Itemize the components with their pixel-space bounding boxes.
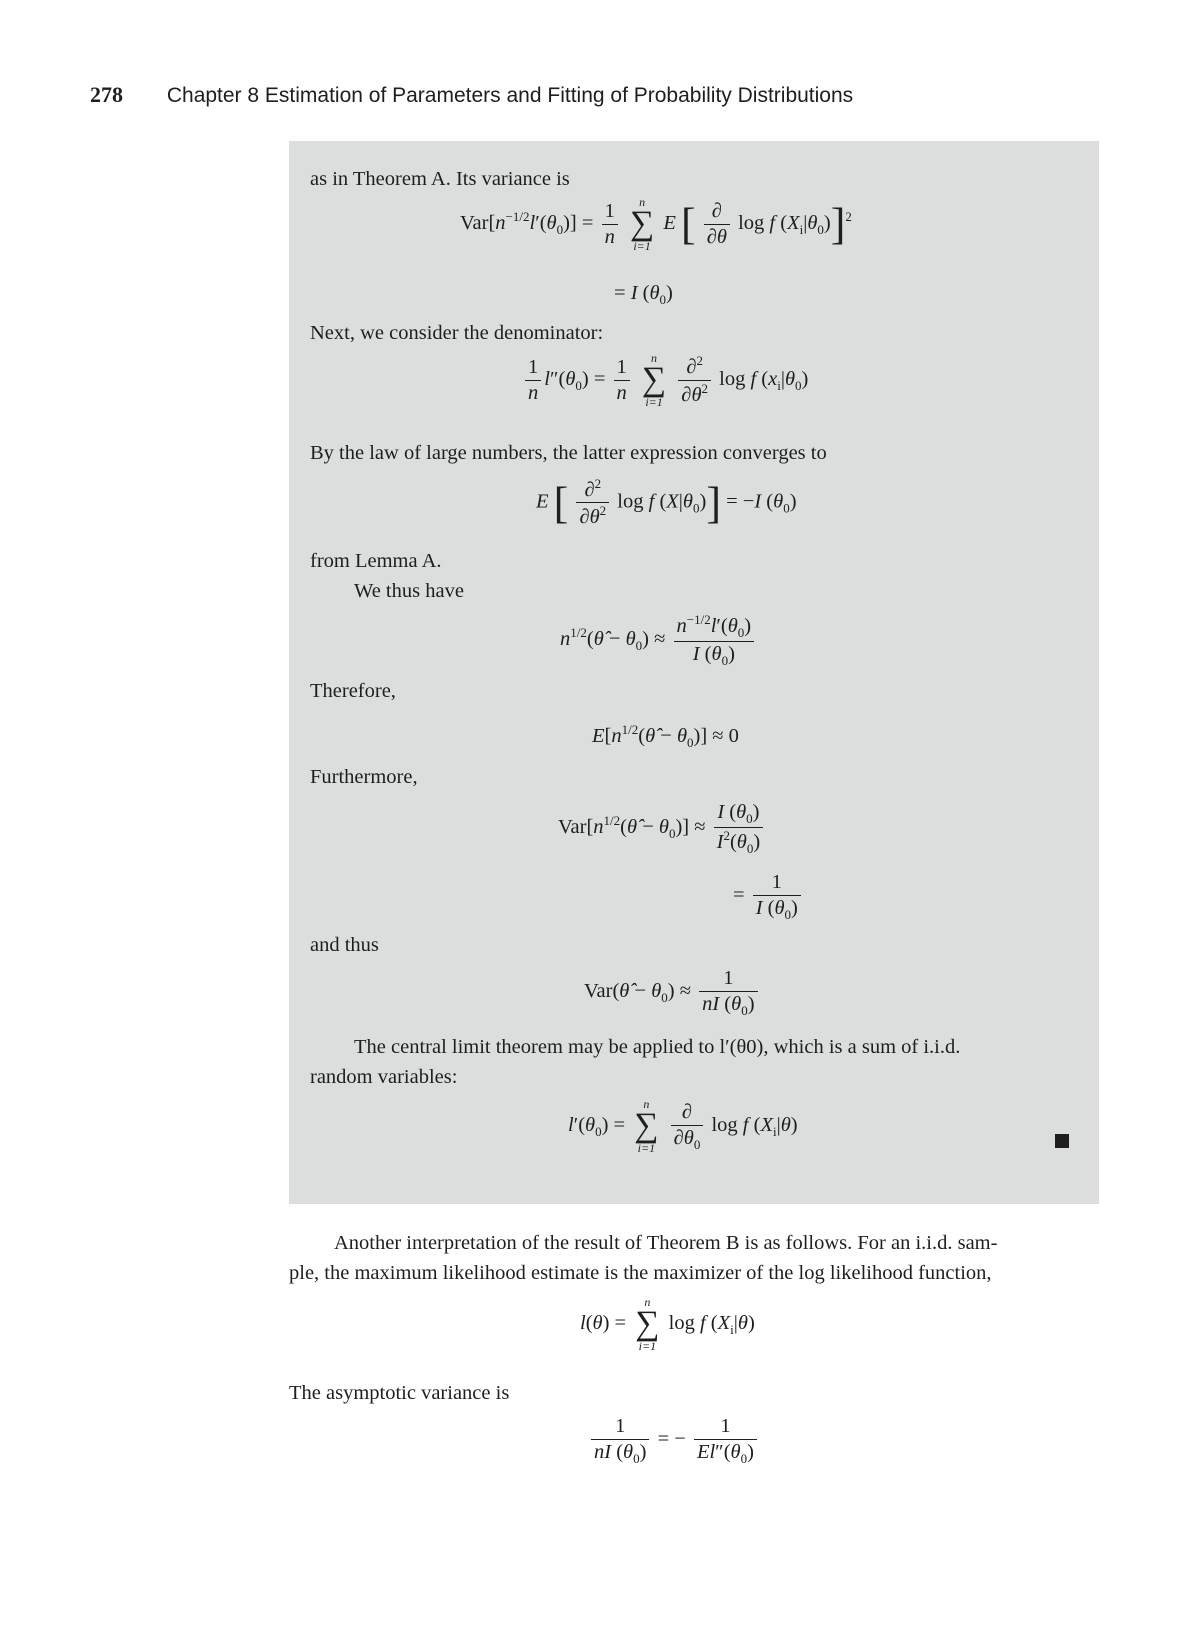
chapter-title: Chapter 8 Estimation of Parameters and Fitting of Probability Distributions — [166, 84, 854, 107]
equation-asymptotic-variance: $\frac{1}{nI (\theta_0)}$ = − $\frac{1}{El''(\theta_0)}$ — [588, 1414, 760, 1466]
proof-line-therefore: Therefore, — [310, 680, 396, 702]
proof-line-furthermore: Furthermore, — [310, 766, 418, 788]
qed-square-icon — [1055, 1134, 1069, 1148]
proof-line-variance-intro: as in Theorem A. Its variance is — [310, 168, 570, 190]
body-paragraph-line-2: ple, the maximum likelihood estimate is the maximizer of the log likelihood function, — [289, 1262, 992, 1284]
page-number: 278 — [90, 82, 123, 107]
proof-line-thus-have: We thus have — [354, 580, 464, 602]
proof-line-random-variables: random variables: — [310, 1066, 458, 1088]
equation-approximation: $n^{1/2}(\thetâ - \theta_0)$ ≈ $\frac{n^{-1/2}l'(\theta_0)}{I (\theta_0)}$ — [560, 612, 757, 668]
equation-expectation: E [ $\frac{\partial^2}{\partial\theta^2}$ log f $(X|\theta_0)] = -I$ $(\theta_0)$ — [536, 476, 797, 529]
proof-line-law-large-numbers: By the law of large numbers, the latter expression converges to — [310, 442, 827, 464]
equation-var-approx: $Var[n^{1/2}(\thetâ - \theta_0)]$ ≈ $\frac{I (\theta_0)}{I^2(\theta_0)}$ — [558, 800, 766, 856]
running-head — [90, 82, 853, 108]
equation-variance-result: = I $(\theta_0)$ — [614, 282, 673, 308]
equation-expectation-zero: $E[n^{1/2}(\thetâ - \theta_0)] \approx 0$ — [592, 722, 739, 750]
equation-var-theta: Var(θ̂ − $\theta_0$) ≈ $\frac{1}{nI (\theta_0)}$ — [584, 966, 761, 1018]
body-paragraph-line-1: Another interpretation of the result of Theorem B is as follows. For an i.i.d. sam- — [334, 1232, 998, 1254]
equation-var-result: = $\frac{1}{I (\theta_0)}$ — [733, 870, 804, 922]
proof-line-denominator: Next, we consider the denominator: — [310, 322, 604, 344]
equation-variance: $Var[n^{-1/2}l'(\theta_0)]$ = $\frac{1}{n}$ n ∑ i=1 E [ $\frac{\partial}{\partial\theta}$ log f $(X_i|\theta_0)]^2$ — [460, 195, 852, 254]
proof-line-lemma: from Lemma A. — [310, 550, 442, 572]
equation-denominator: $\frac{1}{n}$ $l''(\theta_0)$ = $\frac{1}{n}$ n ∑ i=1 $\frac{\partial^2}{\partial\theta^2}$ log f $(x_i|\theta_0)$ — [522, 352, 808, 408]
body-paragraph-asymptotic: The asymptotic variance is — [289, 1382, 510, 1404]
proof-line-and-thus: and thus — [310, 934, 379, 956]
equation-score-sum: $l'(\theta_0)$ = n ∑ i=1 $\frac{\partial}{\partial\theta_0}$ log f $(X_i|\theta)$ — [568, 1097, 798, 1156]
equation-log-likelihood: l(θ) = n ∑ i=1 log f $(X_i|\theta)$ — [580, 1295, 755, 1354]
proof-line-clt: The central limit theorem may be applied to l′(θ0), which is a sum of i.i.d. — [354, 1036, 961, 1058]
